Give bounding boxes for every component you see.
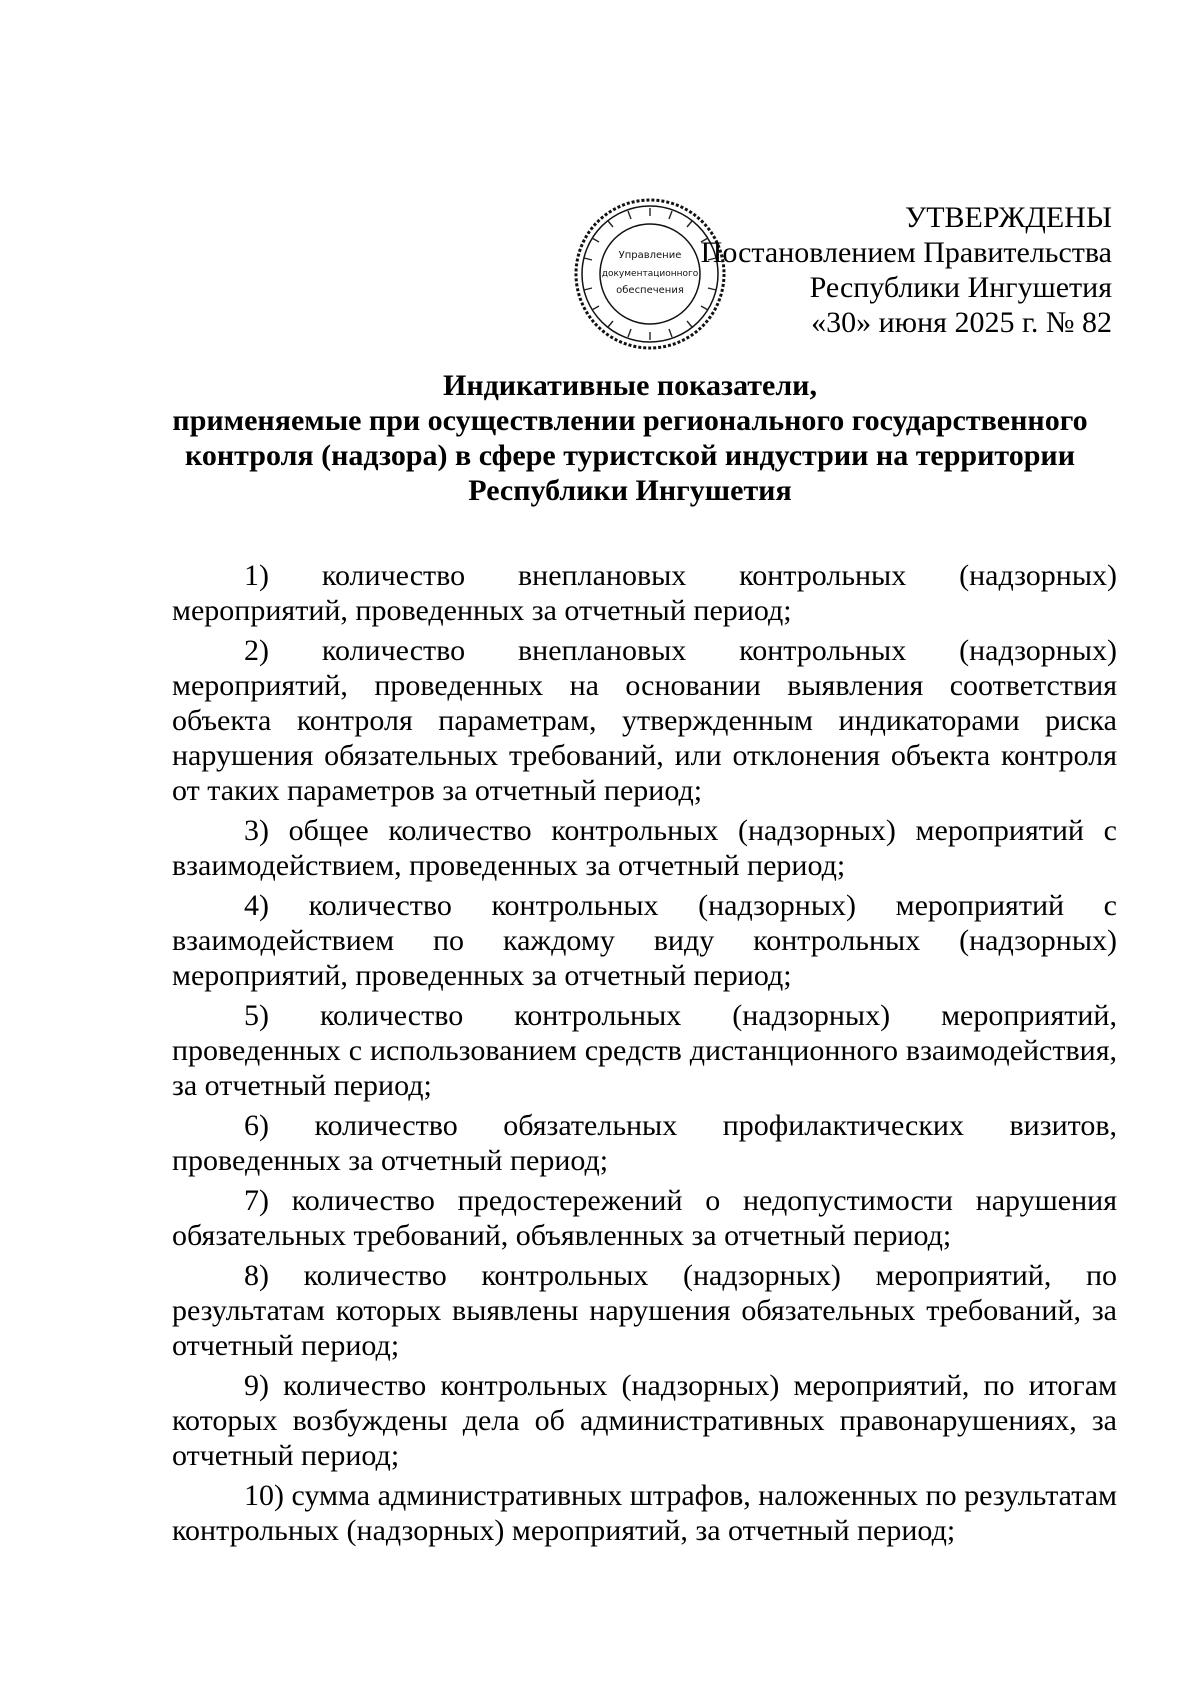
list-item: 8) количество контрольных (надзорных) мероприятий, по результатам которых выявлены нарушения обязательных требований, за отчетный период; bbox=[172, 1259, 1117, 1362]
list-item: 5) количество контрольных (надзорных) мероприятий, проведенных с использованием средств дистанционного взаимодействия, за отчетный период; bbox=[172, 999, 1117, 1102]
list-item: 6) количество обязательных профилактических визитов, проведенных за отчетный период; bbox=[172, 1109, 1117, 1177]
svg-text:документационного: документационного bbox=[601, 269, 699, 279]
title-line-2: применяемые при осуществлении регионального государственного bbox=[172, 404, 1088, 437]
title-line-4: Республики Ингушетия bbox=[468, 474, 792, 507]
list-item: 1) количество внеплановых контрольных (надзорных) мероприятий, проведенных за отчетный период; bbox=[172, 559, 1117, 627]
approval-date-number: «30» июня 2025 г. № 82 bbox=[811, 306, 1112, 339]
svg-text:Управление: Управление bbox=[618, 250, 682, 261]
approval-block bbox=[701, 200, 1112, 340]
list-item: 4) количество контрольных (надзорных) мероприятий с взаимодействием по каждому виду контрольных (надзорных) мероприятий, проведенных за отчетный период; bbox=[172, 889, 1117, 992]
list-item: 2) количество внеплановых контрольных (надзорных) мероприятий, проведенных на основании выявления соответствия объекта контроля параметрам, утвержденным индикаторами риска нарушения обязательных требований, или отклонения объекта контроля от таких параметров за отчетный период; bbox=[172, 634, 1117, 807]
title-line-3: контроля (надзора) в сфере туристской индустрии на территории bbox=[185, 439, 1075, 472]
approval-heading: УТВЕРЖДЕНЫ bbox=[904, 201, 1112, 234]
title-line-1: Индикативные показатели, bbox=[443, 369, 817, 402]
list-item: 7) количество предостережений о недопустимости нарушения обязательных требований, объявленных за отчетный период; bbox=[172, 1184, 1117, 1252]
document-title bbox=[170, 368, 1090, 508]
approval-republic: Республики Ингушетия bbox=[809, 271, 1112, 304]
list-item: 9) количество контрольных (надзорных) мероприятий, по итогам которых возбуждены дела об административных правонарушениях, за отчетный период; bbox=[172, 1369, 1117, 1472]
list-item: 10) сумма административных штрафов, наложенных по результатам контрольных (надзорных) мероприятий, за отчетный период; bbox=[172, 1479, 1117, 1547]
indicator-list bbox=[172, 558, 1117, 1553]
svg-text:обеспечения: обеспечения bbox=[616, 285, 684, 296]
list-item: 3) общее количество контрольных (надзорных) мероприятий с взаимодействием, проведенных за отчетный период; bbox=[172, 814, 1117, 882]
approval-decree: Постановлением Правительства bbox=[700, 236, 1112, 269]
